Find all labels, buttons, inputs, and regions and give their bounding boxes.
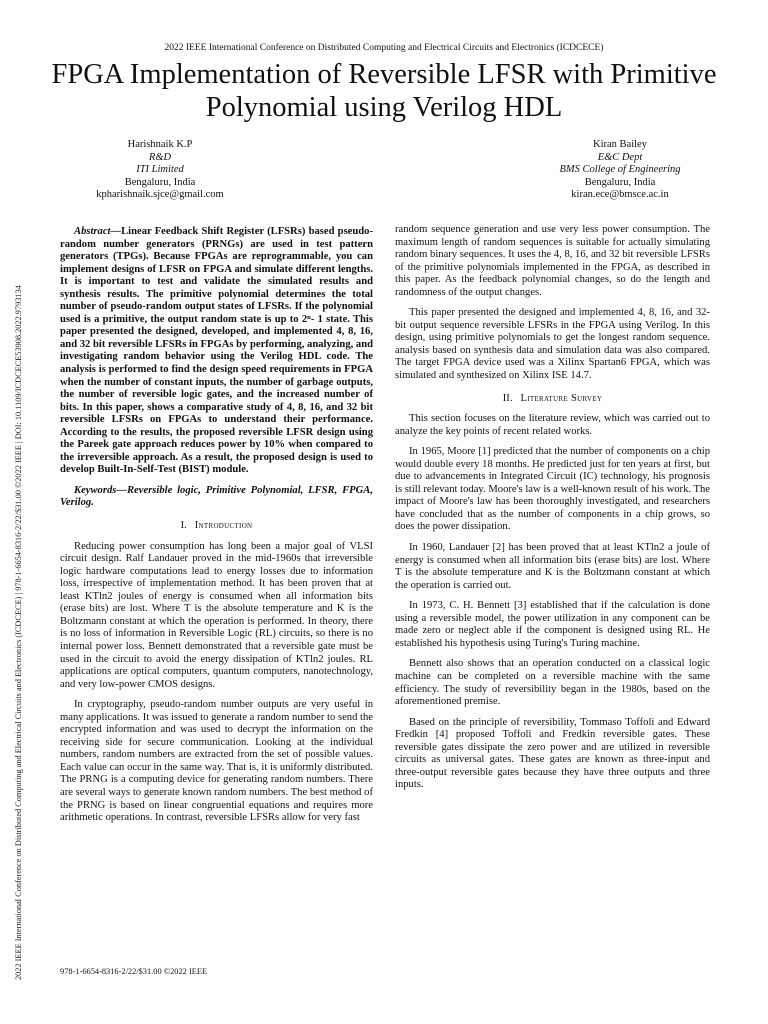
paragraph: Based on the principle of reversibility, Tommaso Toffoli and Edward Fredkin [4] proposed Toffoli and Fredkin reversible gates. These reversible gates dissipate the zero power and are utilized in reversible circuits as universal gates. These gates are known as three-input and three-output reversible gates because they have three outputs and three inputs. [395, 716, 710, 791]
author-city: Bengaluru, India [124, 176, 196, 188]
paragraph: random sequence generation and use very less power consumption. The maximum length of random sequences is suitable for actually simulating random binary sequences. It uses the 4, 8, 16, and 32 bit reversible LFSRs of the primitive polynomials implemented in the FPGA, as described in this paper. As the feedback polynomial changes, so do the length and randomness of the output changes. [395, 224, 710, 298]
author-name: Kiran Bailey [593, 139, 647, 150]
paragraph: Reducing power consumption has long been a major goal of VLSI circuit design. Ralf Landauer proved in the mid-1960s that irreversible logic hardware computations lead to energy losses due to information loss, irrespective of implementation method. It has been proven that at least KTln2 joules of energy is consumed when all information bits (erase bits) are lost. Where T is the absolute temperature and K is the Boltzmann constant at which the operation is performed. In theory, there is no loss of information in Reversible Logic (RL) circuits, so there is no internal power loss. Bennett demonstrated that a reversible gate must be used in the circuit to avoid the energy dissipation of KTln2 joules. RL applications are optical computers, quantum computers, nanotechnology, and very low-power CMOS designs. [60, 540, 373, 690]
section-heading-literature-survey [395, 393, 710, 406]
footer-copyright: 978-1-6654-8316-2/22/$31.00 ©2022 IEEE [60, 967, 208, 976]
author-block-1 [60, 139, 260, 202]
section-heading-introduction [60, 520, 373, 533]
section-title: Literature Survey [520, 392, 603, 404]
author-city: Bengaluru, India [584, 176, 656, 188]
paragraph: In 1965, Moore [1] predicted that the number of components on a chip would double every 18 months. He predicted just for ten years at first, but due to advancements in Integrated Circuit (IC) technology, his prognosis is still relevant today. Moore's law is a well-known result of his work. The impact of Moore's law has been thoroughly investigated, and researchers have concluded that as the number of components in a chip grows, so does the power dissipation. [395, 446, 710, 533]
paragraph: In 1960, Landauer [2] has been proved that at least KTln2 a joule of energy is consumed when all information bits (erase bits) are lost. Where T is the absolute temperature and K is the Boltzmann constant at which the operation is carried out. [395, 542, 710, 591]
side-margin [6, 100, 22, 980]
abstract-label: Abstract— [74, 226, 122, 237]
paragraph: In cryptography, pseudo-random number outputs are very useful in many applications. It was issued to generate a random number to send the encrypted information and was used to decrypt the information on the receiving side for secure communication. Looking at the individual numbers, random numbers are extracted from the set of possible values. Each value can occur in the same way. That is, it is uniformly distributed. The PRNG is a computing device for generating random numbers. There are several ways to generate known random numbers. The best method of the PRNG is based on linear congruential equations and requires more arithmetic operations. In contrast, reversible LFSRs allow for very fast [60, 699, 373, 824]
section-number: I. [180, 520, 187, 532]
left-column [60, 226, 373, 833]
author-email: kiran.ece@bmsce.ac.in [571, 189, 669, 201]
paragraph: Bennett also shows that an operation conducted on a classical logic machine can be completed on a reversible machine with the same efficiency. The study of reversibility began in the 1980s, based on the aforementioned premise. [395, 658, 710, 708]
side-identifier-text: 2022 IEEE International Conference on Distributed Computing and Electrical Circuits and Electronics (ICDCECE) | 978-1-6654-8316-2/22/$31.00 ©2022 IEEE | DOI: 10.1109/ICDCECE53908.2022.9793134 [14, 285, 23, 980]
author-org: BMS College of Engineering [559, 164, 681, 176]
author-email: kpharishnaik.sjce@gmail.com [96, 189, 224, 201]
paper-title: FPGA Implementation of Reversible LFSR with Primitive Polynomial using Verilog HDL [51, 59, 717, 123]
abstract [60, 226, 373, 477]
author-block-2 [520, 139, 720, 202]
paragraph: In 1973, C. H. Bennett [3] established that if the calculation is done using a reversible model, the power utilization in any component can be made zero or neglect able if the component is designed using RL. He established his hypothesis using Turing's Turing machine. [395, 600, 710, 649]
author-name: Harishnaik K.P [127, 139, 193, 150]
right-column [395, 224, 710, 800]
section-number: II. [502, 392, 513, 404]
section-title: Introduction [194, 520, 253, 532]
paragraph: This section focuses on the literature review, which was carried out to analyze the key points of recent related works. [395, 413, 710, 437]
author-org: ITI Limited [136, 164, 184, 176]
conference-header: 2022 IEEE International Conference on Distributed Computing and Electrical Circuits and Electronics (ICDCECE) [164, 43, 604, 53]
keywords: Keywords—Reversible logic, Primitive Polynomial, LFSR, FPGA, Verilog. [60, 484, 373, 509]
author-dept: E&C Dept [597, 151, 643, 163]
abstract-text: Linear Feedback Shift Register (LFSRs) based pseudo-random number generators (PRNGs) are used in test pattern generators (TPGs). Because FPGAs are reprogrammable, you can implement designs of LFSR on FPGA and simulate different lengths. It is important to test and validate the simulated results and synthesis results. The primitive polynomial determines the total number of pseudo-random output states of LFSRs. If the polynomial used is a primitive, the output random state is up to 2ⁿ- 1 state. This paper presented the designed, developed, and implemented 4, 8, 16, and 32 bit reversible LFSRs in FPGAs by performing, analyzing, and investigating random behavior using the Verilog HDL code. The analysis is performed to find the design speed requirements in FPGA when the number of constant inputs, the number of garbage outputs, the number of reversible logic gates, and the increased number of bits. In this paper, shows a comparative study of 4, 8, 16, and 32 bit reversible LFSRs on FPGAs to understand their performance. According to the results, the proposed reversible LFSR design using the Pareek gate approach reduces power by 10% when compared to the irreversible approach. As a result, the proposed design is used to develop Built-In-Self-Test (BIST) module. [60, 226, 373, 476]
paragraph: This paper presented the designed and implemented 4, 8, 16, and 32-bit output sequence reversible LFSRs in the FPGA using Verilog. In this design, using primitive polynomials to get the longest random sequence. analysis based on synthesis data and simulation data was also compared. The target FPGA device used was a Xilinx Spartan6 FPGA, which was simulated and synthesized on Xilinx ISE 14.7. [395, 307, 710, 382]
author-dept: R&D [148, 151, 172, 163]
